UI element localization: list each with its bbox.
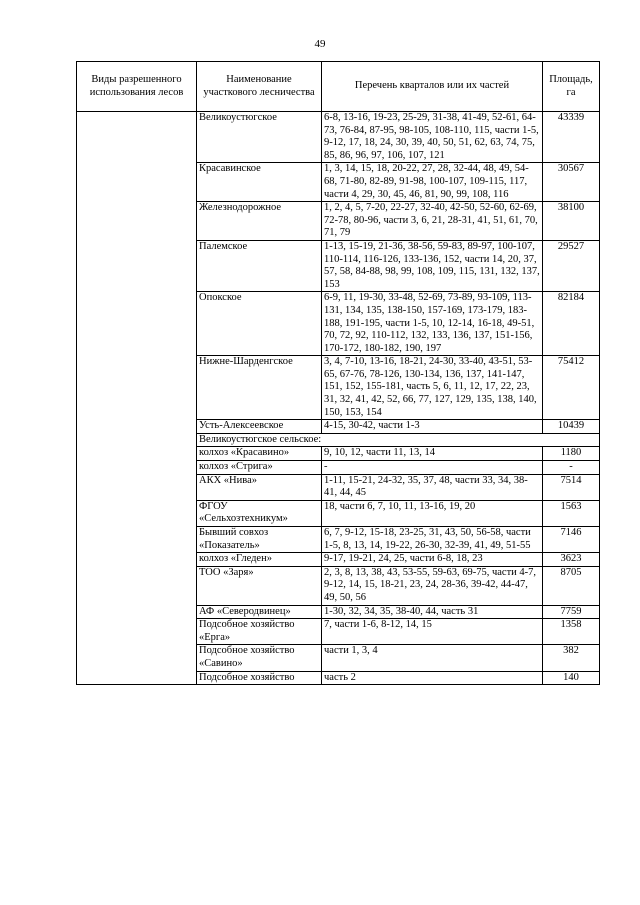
blocks-list-cell: 1-11, 15-21, 24-32, 35, 37, 48, части 33, 34, 38-41, 44, 45 [322, 474, 543, 500]
forest-use-table [76, 61, 600, 685]
area-cell: 7759 [543, 605, 600, 619]
blocks-list-cell: 3, 4, 7-10, 13-16, 18-21, 24-30, 33-40, 43-51, 53-65, 67-76, 78-126, 130-134, 136, 137, 141-147, 151, 152, 155-181, часть 5, 6, 11, 12, 17, 22, 23, 31, 32, 41, 42, 52, 66, 77, 127, 129, 135, 138, 140, 150, 153, 154 [322, 356, 543, 420]
area-cell: 7146 [543, 527, 600, 553]
blocks-list-cell: 18, части 6, 7, 10, 11, 13-16, 19, 20 [322, 500, 543, 526]
forestry-name-cell: Опокское [197, 292, 322, 356]
area-cell: 1563 [543, 500, 600, 526]
forestry-name-cell: Великоустюгское [197, 112, 322, 163]
forestry-name-cell: АКХ «Нива» [197, 474, 322, 500]
area-cell: 8705 [543, 566, 600, 605]
forestry-name-cell: Усть-Алексеевское [197, 420, 322, 434]
blocks-list-cell: 7, части 1-6, 8-12, 14, 15 [322, 619, 543, 645]
blocks-list-cell: 9-17, 19-21, 24, 25, части 6-8, 18, 23 [322, 553, 543, 567]
blocks-list-cell: 4-15, 30-42, части 1-3 [322, 420, 543, 434]
forestry-name-cell: колхоз «Красавино» [197, 447, 322, 461]
blocks-list-cell: - [322, 461, 543, 475]
forestry-name-cell: Подсобное хозяйство «Ерга» [197, 619, 322, 645]
area-cell: 1358 [543, 619, 600, 645]
blocks-list-cell: часть 2 [322, 671, 543, 685]
header-forestry: Наименование участкового лесничества [197, 62, 322, 112]
area-cell: 3623 [543, 553, 600, 567]
section-heading-cell: Великоустюгское сельское: [197, 433, 600, 447]
blocks-list-cell: 6-9, 11, 19-30, 33-48, 52-69, 73-89, 93-109, 113-131, 134, 135, 138-150, 157-169, 173-179, 183-188, 191-195, части 1-5, 10, 12-14, 16-18, 49-51, 70, 72, 92, 110-112, 132, 133, 136, 137, 151-156, 170-172, 180-182, 190, 197 [322, 292, 543, 356]
blocks-list-cell: 1, 3, 14, 15, 18, 20-22, 27, 28, 32-44, 48, 49, 54-68, 71-80, 82-89, 91-98, 100-107, 109-115, 117, части 4, 29, 30, 45, 46, 81, 90, 99, 108, 116 [322, 163, 543, 202]
area-cell: 10439 [543, 420, 600, 434]
forestry-name-cell: АФ «Северодвинец» [197, 605, 322, 619]
header-blocks: Перечень кварталов или их частей [322, 62, 543, 112]
forestry-name-cell: ТОО «Заря» [197, 566, 322, 605]
forestry-name-cell: Подсобное хозяйство [197, 671, 322, 685]
blocks-list-cell: 1, 2, 4, 5, 7-20, 22-27, 32-40, 42-50, 52-60, 62-69, 72-78, 80-96, части 3, 6, 21, 28-31, 41, 51, 61, 70, 71, 79 [322, 202, 543, 241]
table-header-row [77, 62, 600, 112]
forestry-name-cell: Нижне-Шарденгское [197, 356, 322, 420]
area-cell: 38100 [543, 202, 600, 241]
blocks-list-cell: 6-8, 13-16, 19-23, 25-29, 31-38, 41-49, 52-61, 64-73, 76-84, 87-95, 98-105, 108-110, 115, части 1-5, 9-12, 17, 18, 24, 30, 39, 40, 50, 51, 62, 63, 74, 75, 85, 86, 96, 97, 106, 107, 121 [322, 112, 543, 163]
forestry-name-cell: колхоз «Гледен» [197, 553, 322, 567]
forestry-name-cell: Палемское [197, 240, 322, 291]
blocks-list-cell: 6, 7, 9-12, 15-18, 23-25, 31, 43, 50, 56-58, части 1-5, 8, 13, 14, 19-22, 26-30, 32-39, 41, 49, 51-55 [322, 527, 543, 553]
forestry-name-cell: ФГОУ «Сельхозтехникум» [197, 500, 322, 526]
forestry-name-cell: Железнодорожное [197, 202, 322, 241]
area-cell: 29527 [543, 240, 600, 291]
table-row [77, 112, 600, 163]
blocks-list-cell: 2, 3, 8, 13, 38, 43, 53-55, 59-63, 69-75, части 4-7, 9-12, 14, 15, 18-21, 23, 24, 28-36, 39-42, 44-47, 49, 50, 56 [322, 566, 543, 605]
use-type-cell [77, 112, 197, 685]
area-cell: 1180 [543, 447, 600, 461]
area-cell: 7514 [543, 474, 600, 500]
area-cell: 382 [543, 645, 600, 671]
area-cell: - [543, 461, 600, 475]
area-cell: 30567 [543, 163, 600, 202]
header-area: Площадь, га [543, 62, 600, 112]
page-number: 49 [314, 38, 326, 50]
area-cell: 75412 [543, 356, 600, 420]
blocks-list-cell: 1-13, 15-19, 21-36, 38-56, 59-83, 89-97, 100-107, 110-114, 116-126, 133-136, 152, части 14, 20, 37, 57, 58, 84-88, 98, 99, 108, 109, 115, 131, 132, 137, 153 [322, 240, 543, 291]
blocks-list-cell: части 1, 3, 4 [322, 645, 543, 671]
forestry-name-cell: колхоз «Стрига» [197, 461, 322, 475]
area-cell: 140 [543, 671, 600, 685]
area-cell: 82184 [543, 292, 600, 356]
area-cell: 43339 [543, 112, 600, 163]
table-body [77, 112, 600, 685]
forestry-name-cell: Бывший совхоз «Показатель» [197, 527, 322, 553]
header-use-type: Виды разрешенного использования лесов [77, 62, 197, 112]
blocks-list-cell: 1-30, 32, 34, 35, 38-40, 44, часть 31 [322, 605, 543, 619]
forestry-name-cell: Подсобное хозяйство «Савино» [197, 645, 322, 671]
blocks-list-cell: 9, 10, 12, части 11, 13, 14 [322, 447, 543, 461]
forestry-name-cell: Красавинское [197, 163, 322, 202]
